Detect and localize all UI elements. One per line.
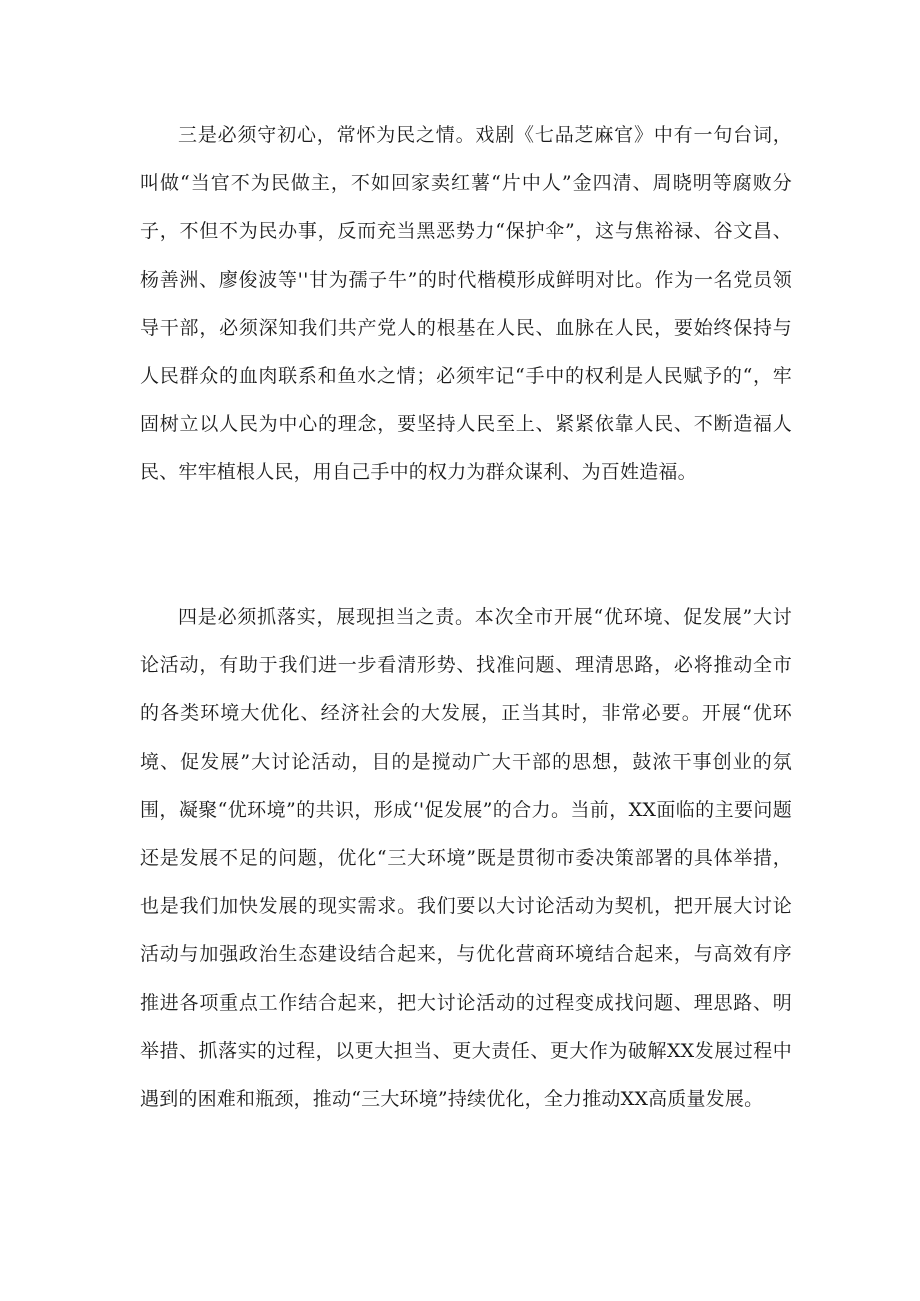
paragraph-1: 三是必须守初心，常怀为民之情。戏剧《七品芝麻官》中有一句台词，叫做“当官不为民做主，不如回家卖红薯“片中人”金四清、周晓明等腐败分子，不但不为民办事，反而充当黑恶势力“保护伞”，这与焦裕禄、谷文昌、杨善洲、廖俊波等''甘为孺子牛”的时代楷模形成鲜明对比。作为一名党员领导干部，必须深知我们共产党人的根基在人民、血脉在人民，要始终保持与人民群众的血肉联系和鱼水之情；必须牢记“手中的权利是人民赋予的“，牢固树立以人民为中心的理念，要坚持人民至上、紧紧依靠人民、不断造福人民、牢牢植根人民，用自己手中的权力为群众谋利、为百姓造福。: [140, 124, 792, 484]
paragraph-2: 四是必须抓落实，展现担当之责。本次全市开展“优环境、促发展”大讨论活动，有助于我们进一步看清形势、找准问题、理清思路，必将推动全市的各类环境大优化、经济社会的大发展，正当其时，非常必要。开展“优环境、促发展”大讨论活动，目的是搅动广大干部的思想，鼓浓干事创业的氛围，凝聚“优环境”的共识，形成‘'促发展”的合力。当前，XX面临的主要问题还是发展不足的问题，优化“三大环境”既是贯彻市委决策部署的具体举措，也是我们加快发展的现实需求。我们要以大讨论活动为契机，把开展大讨论活动与加强政治生态建设结合起来，与优化营商环境结合起来，与高效有序推进各项重点工作结合起来，把大讨论活动的过程变成找问题、理思路、明举措、抓落实的过程，以更大担当、更大责任、更大作为破解XX发展过程中遇到的困难和瓶颈，推动“三大环境”持续优化，全力推动XX高质量发展。: [140, 606, 792, 1111]
